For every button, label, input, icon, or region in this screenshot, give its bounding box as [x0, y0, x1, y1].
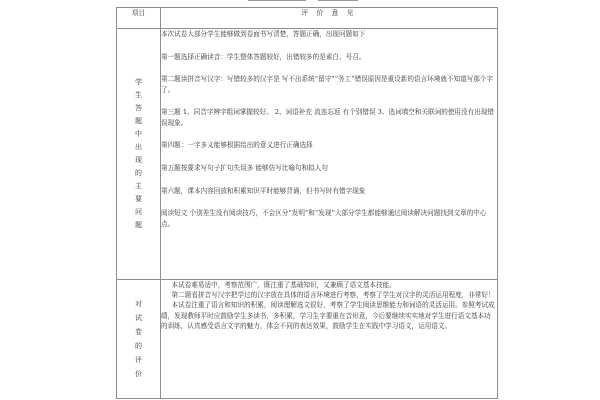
label-char: 答	[135, 104, 142, 112]
label-char: 题	[135, 117, 142, 125]
top-edge-line	[248, 0, 306, 5]
label-char: 要	[135, 195, 142, 203]
header-row	[117, 8, 498, 29]
label-char: 现	[135, 156, 142, 164]
student-issues-content-cell	[161, 29, 498, 280]
evaluation-paragraph: 第二题看拼音写汉字把学过的汉字放在具体的语言环境进行考察，考察了学生对汉字的灵活运用程度，非常好！	[171, 291, 495, 300]
evaluation-header-cell	[161, 8, 498, 29]
label-char: 对	[135, 299, 142, 308]
label-char: 出	[135, 143, 142, 151]
issue-paragraph: 第六题，课本内容回放和积累知识平时能够背诵，但书写时有错字现象	[161, 186, 366, 195]
label-char: 主	[135, 182, 142, 190]
label-char: 题	[135, 221, 142, 229]
evaluation-table	[116, 7, 498, 399]
issue-paragraph: 第一题选择正确读音：学生整体答题较好，出错较多的是素白、号召。	[161, 52, 366, 61]
issue-paragraph: 第五题按要求写句子扩句失误多 能够仿写比喻句和拟人句	[161, 164, 328, 173]
paper-evaluation-content-cell	[161, 280, 498, 399]
label-char: 的	[135, 169, 142, 177]
issue-paragraph: 第四题：一字多义能够根据给出的意义进行正确选择	[161, 141, 313, 150]
issue-paragraph: 本次试卷大部分学生能够做到卷面书写清楚，答题正确，出现问题如下	[161, 30, 366, 38]
label-char: 评	[135, 355, 142, 364]
issue-paragraph: 第三题 1、同音字辨字组词掌握较好。 2、词语补充 流连忘返 有个别错误 3、选词填空和关联词的使用没有出现错误现象。	[161, 108, 494, 127]
label-char: 卷	[135, 327, 142, 336]
top-edge-line	[318, 0, 358, 5]
item-header-label: 项目	[131, 9, 146, 17]
issue-paragraph: 阅读短文 个别差生没有阅读技巧，不会区分“发明”和“发现”大部分学生都能够通过阅读解决问题找到文章的中心点。	[161, 209, 487, 228]
paper-evaluation-label-cell	[117, 280, 161, 399]
label-char: 学	[135, 78, 142, 86]
paper-evaluation-label	[117, 280, 160, 398]
item-header-cell	[117, 8, 161, 29]
label-char: 的	[135, 341, 142, 350]
student-issues-row	[117, 29, 498, 280]
evaluation-header-label: 评 价 意 见	[301, 9, 357, 17]
label-char: 中	[135, 130, 142, 138]
student-issues-label-cell	[117, 29, 161, 280]
evaluation-paragraph: 本试卷注重了语言和知识的积累，阅读理解选文很好，考察了学生阅读思维能力和词语的灵活运用。参照考试成绩，发现教师平时应鼓励学生多读书，多积累，学习生字要重在音形意，今后要继续实实地对学生进行语文基本功的训练，认真感受语言文字的魅力，体会不同的表达效果，鼓励学生在实践中学习语文，运用语文。	[161, 301, 495, 330]
label-char: 价	[135, 369, 142, 378]
evaluation-paragraph: 本试卷难易适中，考察范围广，既注重了基础知识，又兼顾了语文基本技能。	[171, 281, 396, 289]
label-char: 试	[135, 313, 142, 322]
student-issues-label	[117, 29, 160, 279]
label-char: 问	[135, 208, 142, 216]
issue-paragraph: 第二题读拼音写汉字：写错较多的汉字是 写不出系统“留守”“务工”错误原因是重设新的语言环境就不知道写那个字了。	[161, 75, 494, 94]
paper-evaluation-row	[117, 280, 498, 399]
label-char: 生	[135, 91, 142, 99]
